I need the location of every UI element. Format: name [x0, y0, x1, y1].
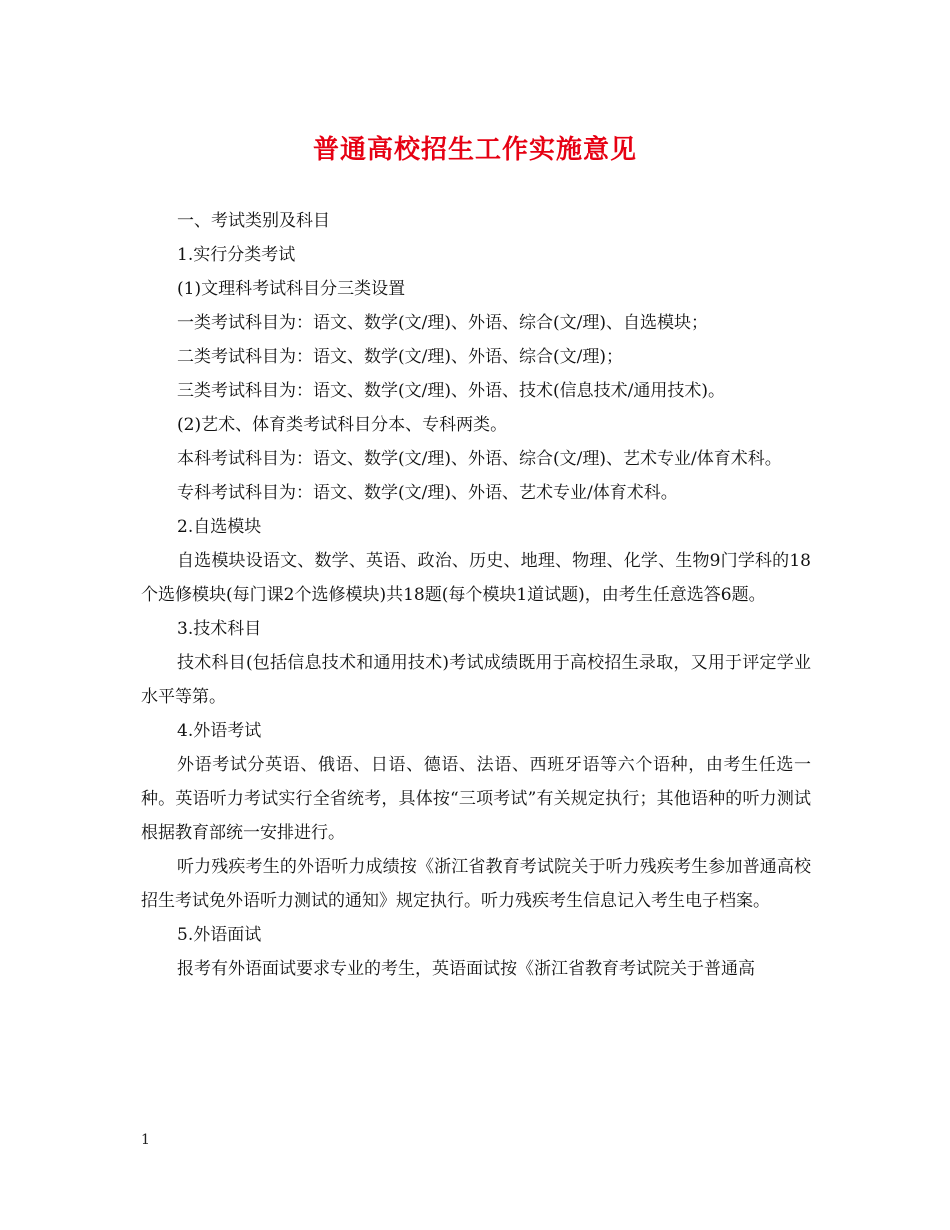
paragraph: 二类考试科目为：语文、数学(文/理)、外语、综合(文/理)； [177, 347, 623, 367]
subsection-heading: 3.技术科目 [177, 619, 262, 639]
paragraph: 听力残疾考生的外语听力成绩按《浙江省教育考试院关于听力残疾考生参加普通高校招生考试免外语听力测试的通知》规定执行。听力残疾考生信息记入考生电子档案。 [141, 857, 811, 911]
subsection-heading: 2.自选模块 [177, 517, 262, 537]
paragraph: (1)文理科考试科目分三类设置 [177, 279, 406, 299]
page-number: 1 [141, 1132, 150, 1148]
paragraph: 外语考试分英语、俄语、日语、德语、法语、西班牙语等六个语种，由考生任选一种。英语听力考试实行全省统考，具体按“三项考试”有关规定执行；其他语种的听力测试根据教育部统一安排进行。 [141, 755, 811, 843]
paragraph: 三类考试科目为：语文、数学(文/理)、外语、技术(信息技术/通用技术)。 [177, 381, 725, 401]
document-body [141, 204, 811, 986]
page-title: 普通高校招生工作实施意见 [312, 135, 637, 165]
paragraph: 报考有外语面试要求专业的考生，英语面试按《浙江省教育考试院关于普通高 [177, 959, 755, 979]
subsection-heading: 5.外语面试 [177, 925, 262, 945]
subsection-heading: 1.实行分类考试 [177, 245, 296, 265]
paragraph: (2)艺术、体育类考试科目分本、专科两类。 [177, 415, 508, 435]
paragraph: 一类考试科目为：语文、数学(文/理)、外语、综合(文/理)、自选模块； [177, 313, 708, 333]
paragraph: 专科考试科目为：语文、数学(文/理)、外语、艺术专业/体育术科。 [177, 483, 678, 503]
paragraph: 技术科目(包括信息技术和通用技术)考试成绩既用于高校招生录取，又用于评定学业水平等第。 [141, 653, 811, 707]
paragraph: 自选模块设语文、数学、英语、政治、历史、地理、物理、化学、生物9门学科的18个选修模块(每门课2个选修模块)共18题(每个模块1道试题)，由考生任意选答6题。 [141, 551, 811, 605]
section-heading: 一、考试类别及科目 [177, 211, 330, 231]
subsection-heading: 4.外语考试 [177, 721, 262, 741]
paragraph: 本科考试科目为：语文、数学(文/理)、外语、综合(文/理)、艺术专业/体育术科。 [177, 449, 782, 469]
